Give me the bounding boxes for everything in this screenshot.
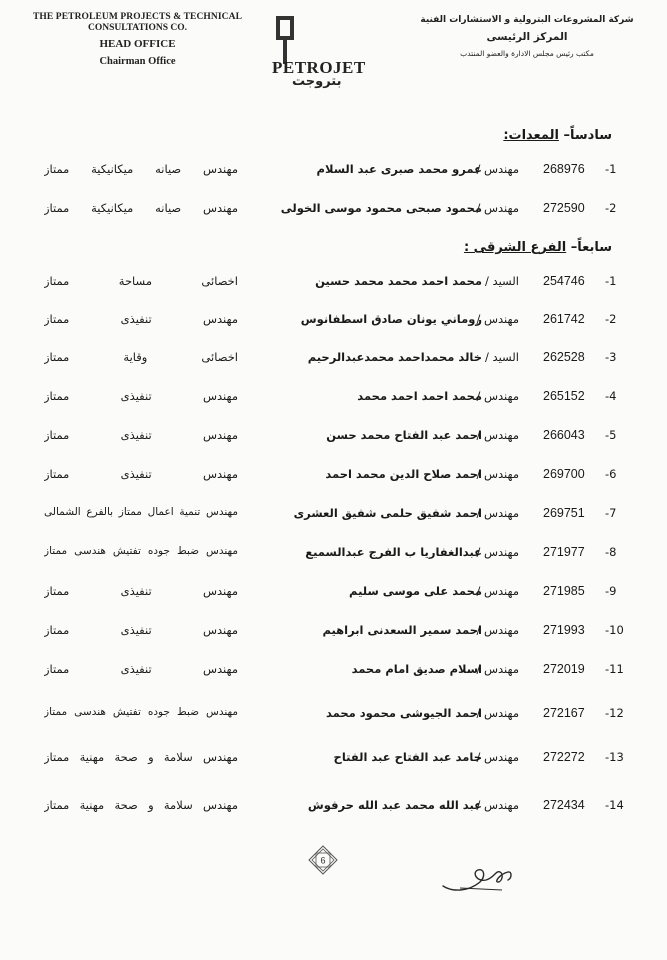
row-number: -5 (605, 428, 617, 442)
employee-name: عبد الله محمد عبد الله حرفوش (307, 798, 482, 812)
honorific: مهندس / (476, 623, 519, 637)
job-title: مهندس صيانه ميكانيكية ممتاز (44, 162, 238, 176)
employee-name: عبدالغفاريا ب الفرج عبدالسميع (305, 545, 482, 559)
employee-code: 265152 (543, 389, 585, 403)
employee-code: 272019 (543, 662, 585, 676)
department-ar: مكتب رئيس مجلس الادارة والعضو المنتدب (460, 49, 594, 58)
job-title: مهندس ضبط جوده تفتيش هندسى ممتاز (44, 545, 238, 557)
row-number: -10 (605, 623, 624, 637)
company-name-en-line2: CONSULTATIONS CO. (87, 23, 188, 33)
row-number: -6 (605, 467, 617, 481)
employee-code: 272167 (543, 706, 585, 720)
row-number: -9 (605, 584, 617, 598)
petrojet-logo (266, 10, 386, 89)
job-title: مهندس سلامة و صحة مهنية ممتاز (44, 798, 238, 812)
honorific: مهندس / (476, 467, 519, 481)
list-item (0, 312, 667, 332)
employee-code: 272590 (543, 201, 585, 215)
page-stamp (308, 845, 338, 875)
list-item (0, 428, 667, 448)
employee-name: احمد شفيق حلمى شفيق العشرى (293, 506, 482, 520)
list-item (0, 162, 667, 182)
section-title-main: المعدات: (503, 128, 559, 143)
row-number: -7 (605, 506, 617, 520)
employee-code: 269751 (543, 506, 585, 520)
employee-name: احمد عبد الفتاح محمد حسن (326, 428, 482, 442)
honorific: مهندس / (476, 389, 519, 403)
employee-name: محمد احمد محمد محمد حسين (315, 274, 482, 288)
employee-name: محمد احمد احمد محمد (357, 389, 482, 403)
employee-name: احمد الجيوشى محمود محمد (326, 706, 482, 720)
page-number: 6 (320, 855, 326, 866)
honorific: مهندس / (476, 312, 519, 326)
employee-code: 271985 (543, 584, 585, 598)
employee-name: خالد محمداحمد محمدعبدالرحيم (307, 350, 482, 364)
honorific: مهندس / (476, 584, 519, 598)
row-number: -1 (605, 162, 617, 176)
section-title-prefix: سابعاً– (570, 240, 612, 255)
job-title: مهندس سلامة و صحة مهنية ممتاز (44, 750, 238, 764)
employee-name: محمود صبحى محمود موسى الخولى (280, 201, 482, 215)
job-title: مهندس ضبط جوده تفتيش هندسى ممتاز (44, 706, 238, 718)
honorific: مهندس / (476, 662, 519, 676)
honorific: مهندس / (476, 201, 519, 215)
employee-code: 262528 (543, 350, 585, 364)
honorific: مهندس / (476, 545, 519, 559)
signature (440, 858, 515, 894)
logo-text-ar: بتروجت (292, 74, 342, 89)
department-en: Chairman Office (99, 56, 176, 67)
section-title-prefix: سادساً– (563, 128, 612, 143)
job-title: مهندس تنفيذى ممتاز (44, 623, 238, 637)
honorific: مهندس / (476, 798, 519, 812)
job-title: مهندس صيانه ميكانيكية ممتاز (44, 201, 238, 215)
row-number: -14 (605, 798, 624, 812)
employee-name: احمد سمير السعدنى ابراهيم (322, 623, 482, 637)
section-title (503, 128, 612, 143)
honorific: مهندس / (476, 750, 519, 764)
row-number: -2 (605, 312, 617, 326)
job-title: مهندس تنفيذى ممتاز (44, 584, 238, 598)
list-item (0, 798, 667, 818)
list-item (0, 350, 667, 370)
office-ar: المركز الرئيسى (486, 31, 568, 43)
list-item (0, 750, 667, 770)
list-item (0, 584, 667, 604)
job-title: اخصائى وقاية ممتاز (44, 350, 238, 364)
employee-code: 269700 (543, 467, 585, 481)
job-title: مهندس تنفيذى ممتاز (44, 428, 238, 442)
employee-code: 261742 (543, 312, 585, 326)
job-title: مهندس تنفيذى ممتاز (44, 389, 238, 403)
employee-code: 268976 (543, 162, 585, 176)
job-title: مهندس تنفيذى ممتاز (44, 312, 238, 326)
job-title: مهندس تنمية اعمال ممتاز بالفرع الشمالى (44, 506, 238, 518)
section-title-main: الفرع الشرقى : (463, 240, 567, 255)
employee-name: عمرو محمد صبرى عبد السلام (316, 162, 482, 176)
row-number: -1 (605, 274, 617, 288)
job-title: مهندس تنفيذى ممتاز (44, 467, 238, 481)
row-number: -12 (605, 706, 624, 720)
employee-name: اسلام صديق امام محمد (351, 662, 482, 676)
employee-code: 271977 (543, 545, 585, 559)
list-item (0, 274, 667, 294)
job-title: مهندس تنفيذى ممتاز (44, 662, 238, 676)
employee-name: حامد عبد الفتاح عبد الفتاح (333, 750, 482, 764)
row-number: -11 (605, 662, 624, 676)
row-number: -2 (605, 201, 617, 215)
employee-code: 254746 (543, 274, 585, 288)
employee-code: 272434 (543, 798, 585, 812)
list-item (0, 389, 667, 409)
honorific: مهندس / (476, 506, 519, 520)
row-number: -4 (605, 389, 617, 403)
list-item (0, 545, 667, 565)
list-item (0, 506, 667, 526)
employee-name: روماني يونان صادق اسطفانوس (300, 312, 482, 326)
row-number: -8 (605, 545, 617, 559)
employee-code: 271993 (543, 623, 585, 637)
company-name-en-line1: THE PETROLEUM PROJECTS & TECHNICAL (32, 12, 243, 22)
list-item (0, 201, 667, 221)
logo-text-en: PETROJET (272, 58, 366, 77)
honorific: السيد / (485, 274, 519, 288)
honorific: مهندس / (476, 428, 519, 442)
row-number: -3 (605, 350, 617, 364)
honorific: مهندس / (476, 162, 519, 176)
employee-name: محمد على موسى سليم (349, 584, 482, 598)
employee-code: 272272 (543, 750, 585, 764)
honorific: السيد / (485, 350, 519, 364)
header-ar (407, 15, 647, 58)
company-name-ar: شركة المشروعات البترولية و الاستشارات الفنية (420, 15, 634, 25)
job-title: اخصائى مساحة ممتاز (44, 274, 238, 288)
list-item (0, 623, 667, 643)
employee-code: 266043 (543, 428, 585, 442)
office-en: HEAD OFFICE (99, 38, 176, 50)
list-item (0, 467, 667, 487)
employee-name: احمد صلاح الدين محمد احمد (325, 467, 482, 481)
header-en (30, 12, 245, 67)
list-item (0, 706, 667, 726)
list-item (0, 662, 667, 682)
row-number: -13 (605, 750, 624, 764)
honorific: مهندس / (476, 706, 519, 720)
section-title (464, 240, 612, 255)
